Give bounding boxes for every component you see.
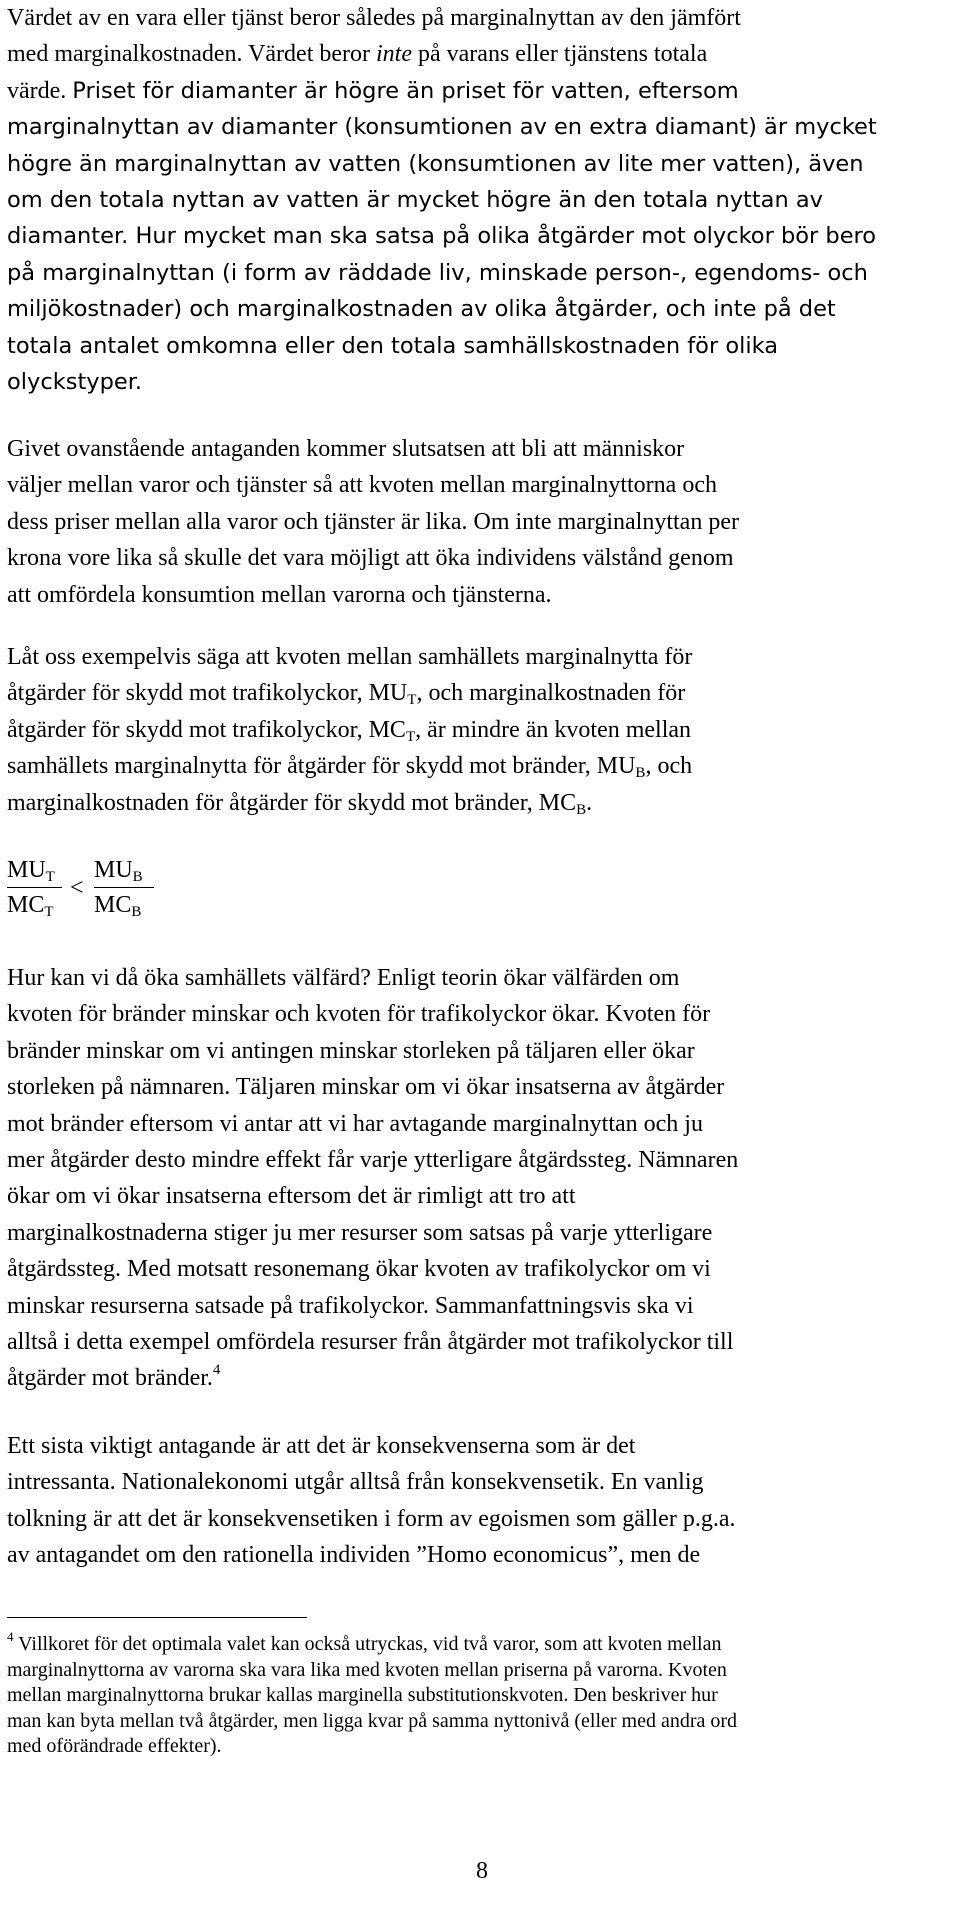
text-line: mer åtgärder desto mindre effekt får varje ytterligare åtgärdssteg. Nämnaren [7,1147,739,1174]
text-line: marginalnyttan av diamanter (konsumtionen av en extra diamant) är mycket [7,114,877,141]
fraction-numerator [94,855,154,885]
text-line: Ett sista viktigt antagande är att det är konsekvenserna som är det [7,1433,636,1459]
math-subscript: B [131,904,142,920]
text-span: Hur mycket man ska satsa på olika åtgärder mot olyckor bör bero [135,223,877,250]
text-line [7,675,692,711]
math-symbol: MC [7,892,45,918]
math-symbol: MC [94,892,132,918]
text-line: högre än marginalnyttan av vatten (konsumtionen av lite mer vatten), även [7,150,864,177]
math-symbol: MU [7,857,46,883]
text-line: totala antalet omkomna eller den totala samhällskostnaden för olika [7,332,779,359]
text-line: krona vore lika så skulle det vara möjligt att öka individens välstånd genom [7,545,734,572]
fraction-numerator [7,855,62,885]
math-subscript: T [405,728,416,745]
footnote-line [7,1629,737,1658]
paragraph-example [7,639,692,821]
text-line [7,218,877,254]
text-span: , och [645,753,693,780]
math-subscript: B [132,869,143,885]
text-line: tolkning är att det är konsekvensetiken i form av egoismen som gäller p.g.a. [7,1505,736,1532]
math-symbol: MU [596,753,636,780]
text-span: på varans eller tjänstens totala [412,41,708,68]
text-line: alltså i detta exempel omfördela resurser från åtgärder mot trafikolyckor till [7,1329,734,1356]
text-span: diamanter. [7,223,136,250]
fraction-fire [94,855,154,920]
text-span: åtgärder för skydd mot trafikolyckor, [7,716,369,743]
less-than-operator: < [70,875,84,901]
fraction-bar [94,887,154,888]
text-line [7,36,877,72]
math-symbol: MC [538,789,577,816]
math-symbol: MU [94,857,133,883]
text-line: åtgärdssteg. Med motsatt resonemang ökar kvoten av trafikolyckor om vi [7,1256,711,1283]
text-line [7,1360,738,1396]
text-line: marginalkostnaderna stiger ju mer resurser som satsas på varje ytterligare [7,1219,713,1246]
text-line: väljer mellan varor och tjänster så att kvoten mellan marginalnyttorna och [7,472,717,499]
text-line: om den totala nyttan av vatten är mycket högre än den totala nyttan av [7,187,823,214]
math-subscript: B [576,801,587,818]
footnote [7,1629,738,1760]
text-span: Priset för diamanter är högre än priset för vatten, eftersom [72,77,739,104]
text-line: på marginalnyttan (i form av räddade liv, minskade person-, egendoms- och [7,259,868,286]
text-span: åtgärder mot bränder. [7,1365,213,1392]
paragraph-assumptions [7,431,739,613]
text-line: Givet ovanstående antaganden kommer slutsatsen att bli att människor [7,436,685,462]
text-span: , och marginalkostnaden för [416,680,686,707]
math-symbol: MC [368,716,406,743]
text-line: dess priser mellan alla varor och tjänster är lika. Om inte marginalnyttan per [7,508,739,535]
text-span: Villkoret för det optimala valet kan också utryckas, vid två varor, som att kvoten mellan [13,1633,722,1655]
text-line: ökar om vi ökar insatserna eftersom det är rimligt att tro att [7,1183,576,1210]
text-line [7,748,692,784]
footnote-line: man kan byta mellan två åtgärder, men ligga kvar på samma nyttonivå (eller med andra ord [7,1709,738,1732]
fraction-denominator [7,890,62,920]
text-line: kvoten för bränder minskar och kvoten för trafikolyckor ökar. Kvoten för [7,1001,711,1028]
fraction-denominator [94,890,154,920]
paragraph-welfare [7,960,738,1397]
text-line [7,712,692,748]
text-line: olyckstyper. [7,369,143,396]
footnote-divider [7,1617,307,1618]
text-line: Hur kan vi då öka samhällets välfärd? Enligt teorin ökar välfärden om [7,965,680,991]
emphasis-text: inte [376,41,412,68]
text-span: marginalkostnaden för åtgärder för skydd mot bränder, [7,789,539,816]
text-span: . [586,789,593,816]
math-subscript: B [635,765,646,782]
text-span: samhällets marginalnytta för åtgärder för skydd mot bränder, [7,753,597,780]
text-span: värde. [7,77,73,104]
text-line: storleken på nämnaren. Täljaren minskar om vi ökar insatserna av åtgärder [7,1074,725,1101]
math-symbol: MU [368,680,408,707]
math-subscript: T [45,869,55,885]
math-subscript: T [44,904,54,920]
text-line: minskar resurserna satsade på trafikolyckor. Sammanfattningsvis ska vi [7,1292,694,1319]
text-line: Värdet av en vara eller tjänst beror således på marginalnyttan av den jämfört [7,5,741,31]
text-line: Låt oss exempelvis säga att kvoten mellan samhällets marginalnytta för [7,644,693,670]
fraction-bar [7,887,62,888]
paragraph-consequentialism [7,1428,735,1574]
text-span: åtgärder för skydd mot trafikolyckor, [7,680,369,707]
text-line: att omfördela konsumtion mellan varorna och tjänsterna. [7,581,552,608]
footnote-marker: 4 [7,1629,14,1644]
footnote-line: mellan marginalnyttorna brukar kallas marginella substitutionskvoten. Den beskriver hur [7,1684,718,1706]
footnote-line: marginalnyttorna av varorna ska vara lika med kvoten mellan priserna på varorna. Kvoten [7,1658,727,1681]
footnote-reference[interactable]: 4 [212,1362,221,1379]
text-line [7,73,877,109]
text-line: bränder minskar om vi antingen minskar storleken på täljaren eller ökar [7,1037,695,1064]
paragraph-value-theory [7,0,877,400]
text-line: mot bränder eftersom vi antar att vi har avtagande marginalnyttan och ju [7,1110,703,1137]
text-line: intressanta. Nationalekonomi utgår alltså från konsekvensetik. En vanlig [7,1469,704,1496]
text-line: miljökostnader) och marginalkostnaden av olika åtgärder, och inte på det [7,296,836,323]
ratio-inequality-formula [7,855,207,935]
math-subscript: T [407,692,417,709]
text-line [7,785,692,821]
fraction-traffic [7,855,62,920]
page-number: 8 [476,1858,488,1884]
text-span: , är mindre än kvoten mellan [415,716,692,743]
text-line: av antagandet om den rationella individen ”Homo economicus”, men de [7,1542,701,1569]
text-span: med marginalkostnaden. Värdet beror [7,41,376,68]
footnote-line: med oförändrade effekter). [7,1735,222,1757]
